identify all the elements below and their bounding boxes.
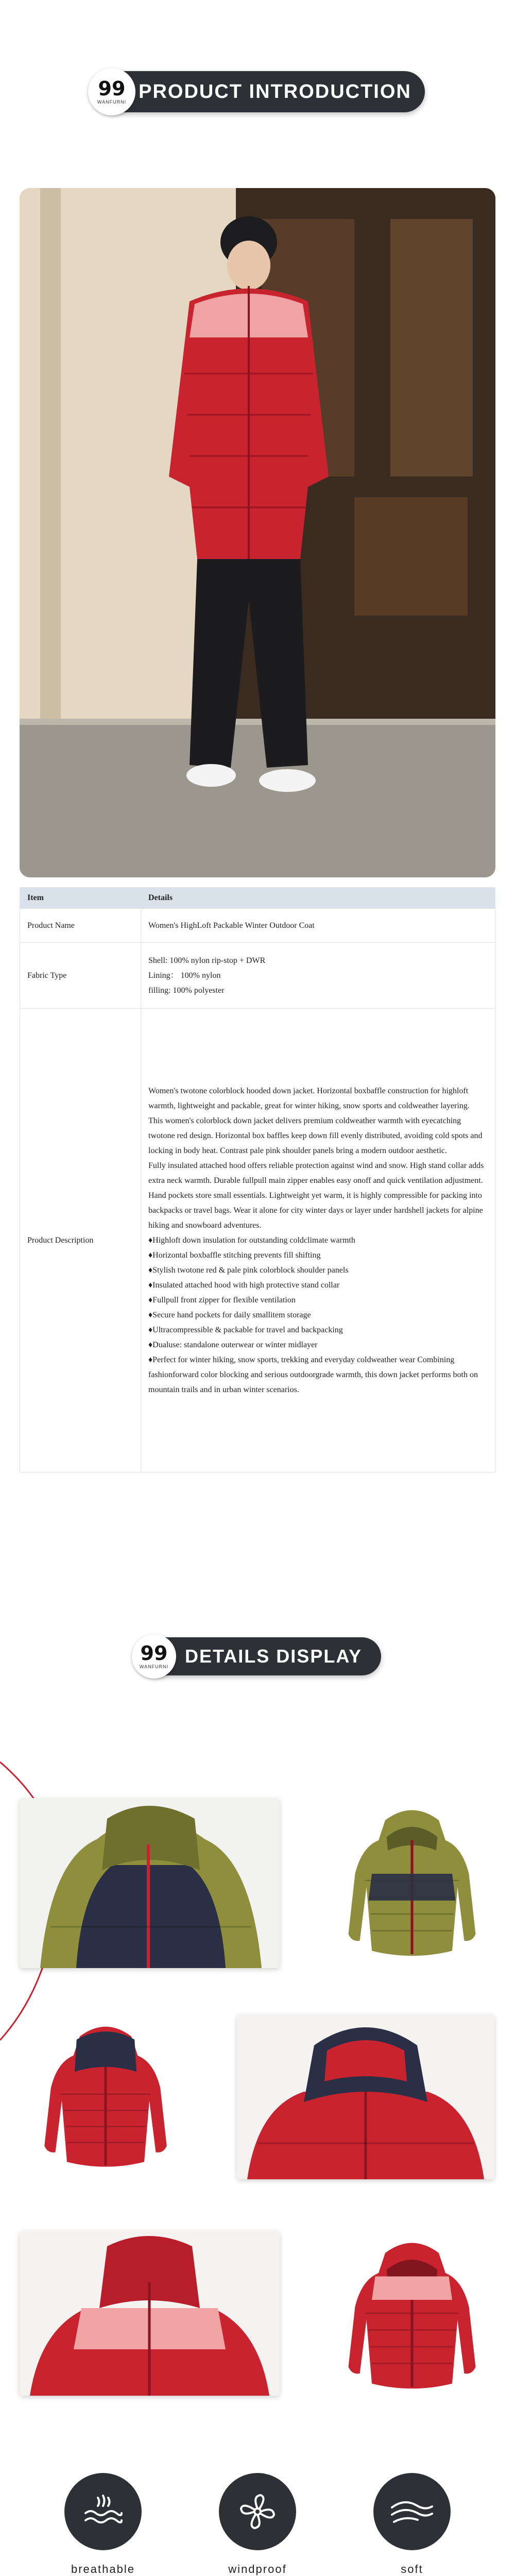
- detail-photo-olive-collar: [20, 1798, 280, 1968]
- feature-label: breathable: [71, 2563, 135, 2575]
- feature-label: soft: [401, 2563, 423, 2575]
- feature-soft: [350, 2473, 474, 2576]
- brand-logo-word: WANFURNI: [97, 99, 127, 105]
- table-row: [20, 943, 495, 1009]
- fabric-line: Lining： 100% nylon: [148, 971, 221, 980]
- description-line: ♦Highloft down insulation for outstanding coldclimate warmth: [148, 1236, 355, 1245]
- fabric-line: Shell: 100% nylon rip-stop + DWR: [148, 956, 266, 965]
- fan-icon: [219, 2473, 296, 2550]
- description-line: ♦Ultracompressible & packable for travel and backpacking: [148, 1326, 343, 1334]
- product-description-value: [141, 1009, 495, 1472]
- brand-logo-number: 99: [98, 77, 126, 100]
- fabric-type-label: Fabric Type: [20, 943, 141, 1009]
- description-line: ♦Perfect for winter hiking, snow sports, trekking and everyday coldweather wear Combining fashionforward color blocking and serious outdoorgrade warmth, this down jacket performs both on mountain trails and in urban winter scenarios.: [148, 1355, 478, 1394]
- table-header-item: Item: [20, 888, 141, 909]
- brand-logo: [88, 68, 135, 115]
- section-title-text: PRODUCT INTRODUCTION: [139, 80, 411, 103]
- product-spec-table: [20, 887, 495, 1472]
- feature-label: windproof: [228, 2563, 287, 2575]
- description-line: Fully insulated attached hood offers reliable protection against wind and snow. High stand collar adds extra neck warmth. Durable fullpull main zipper enables easy onoff and quick ventilation adjustment. Hand pockets store small essentials. Lightweight yet warm, it is highly compressible for packing into backpacks or travel bags. Wear it alone for city winter days or layer under hardshell jackets for alpine hiking and snowboard adventures.: [148, 1161, 484, 1230]
- detail-photo-olive-jacket: [345, 1798, 479, 1963]
- table-header-details: Details: [141, 888, 495, 909]
- brand-logo-word: WANFURNI: [139, 1664, 169, 1669]
- feather-wave-icon: [373, 2473, 451, 2550]
- section-title-text: DETAILS DISPLAY: [184, 1646, 363, 1667]
- detail-photo-pink-collar: [20, 2231, 280, 2396]
- description-line: ♦Insulated attached hood with high protective stand collar: [148, 1281, 340, 1290]
- detail-photo-red-pink-jacket: [345, 2231, 479, 2396]
- table-row: [20, 909, 495, 943]
- section-title-product-introduction: [95, 71, 425, 112]
- table-row: [20, 1009, 495, 1472]
- description-line: Women's twotone colorblock hooded down jacket. Horizontal boxbaffle construction for highloft warmth, lightweight and packable, great for winter hiking, snow sports and coldweather layering.: [148, 1087, 470, 1110]
- product-name-label: Product Name: [20, 909, 141, 943]
- hero-model-photo: [20, 188, 495, 877]
- feature-windproof: [196, 2473, 319, 2576]
- table-header-row: [20, 888, 495, 909]
- brand-logo: [132, 1634, 176, 1679]
- waves-icon: [64, 2473, 142, 2550]
- fabric-type-value: [141, 943, 495, 1009]
- description-line: This women's colorblock down jacket delivers premium coldweather warmth with eyecatching twotone red design. Horizontal box baffles keep down fill evenly distributed, avoiding cold spots and locking in body heat. Contrast pale pink shoulder panels bring a modern outdoor aesthetic.: [148, 1116, 483, 1155]
- product-name-value: Women's HighLoft Packable Winter Outdoor Coat: [141, 909, 495, 943]
- brand-logo-number: 99: [140, 1642, 168, 1665]
- section-title-details-display: [139, 1637, 381, 1675]
- detail-photo-red-hood: [237, 2014, 494, 2179]
- description-line: ♦Stylish twotone red & pale pink colorblock shoulder panels: [148, 1266, 349, 1275]
- description-line: ♦Dualuse: standalone outerwear or winter midlayer: [148, 1341, 318, 1349]
- detail-photo-red-jacket: [41, 2014, 170, 2174]
- description-line: ♦Fullpull front zipper for flexible ventilation: [148, 1296, 296, 1304]
- fabric-line: filling: 100% polyester: [148, 986, 225, 995]
- description-line: ♦Secure hand pockets for daily smallitem storage: [148, 1311, 311, 1319]
- product-description-label: Product Description: [20, 1009, 141, 1472]
- description-line: ♦Horizontal boxbaffle stitching prevents fill shifting: [148, 1251, 321, 1260]
- feature-breathable: [41, 2473, 165, 2576]
